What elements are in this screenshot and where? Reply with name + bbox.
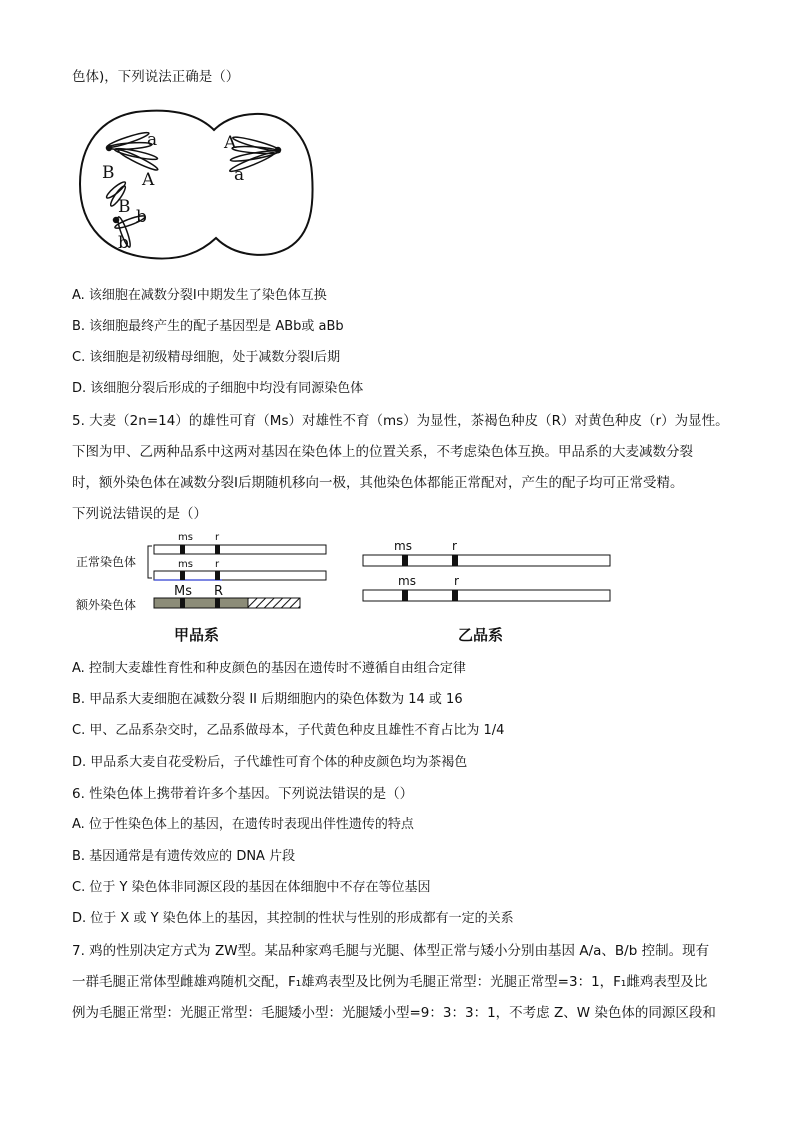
centromere [276, 148, 281, 153]
gene-r-label: r [454, 574, 459, 588]
gene-label: b [136, 207, 147, 227]
yi-chromosome-1 [363, 555, 610, 566]
ms-locus [180, 545, 185, 554]
label-normal-chromosome: 正常染色体 [76, 555, 137, 569]
q6-stem: 6. 性染色体上携带着许多个基因。下列说法错误的是（） [72, 786, 414, 802]
gene-ms-label: ms [178, 532, 193, 543]
gene-label: B [118, 197, 131, 217]
q7-stem-line: 一群毛腿正常体型雌雄鸡随机交配，F₁雄鸡表型及比例为毛腿正常型：光腿正常型=3：1，F₁雌鸡表型及比 [72, 974, 708, 990]
gene-ms-label: ms [398, 574, 416, 588]
q5-option-b: B. 甲品系大麦细胞在减数分裂 II 后期细胞内的染色体数为 14 或 16 [72, 692, 463, 707]
q4-stem-tail: 色体)，下列说法正确是（） [72, 69, 240, 85]
q4-option-d: D. 该细胞分裂后形成的子细胞中均没有同源染色体 [72, 381, 364, 396]
gene-r-label: r [215, 559, 220, 570]
gene-ms-label: ms [394, 539, 412, 553]
gene-label: A [142, 170, 155, 190]
q5-stem-line: 5. 大麦（2n=14）的雄性可育（Ms）对雄性不育（ms）为显性，茶褐色种皮（R）对黄色种皮（r）为显性。 [72, 413, 729, 429]
q5-chromosome-figure [72, 528, 632, 652]
q5-option-d: D. 甲品系大麦自花受粉后，子代雄性可育个体的种皮颜色均为茶褐色 [72, 755, 468, 770]
gene-label: a [234, 165, 245, 185]
gene-ms-label: ms [178, 559, 193, 570]
jia-chromosome-1 [154, 545, 326, 554]
jia-chromosome-2 [154, 571, 326, 580]
gene-label: B [102, 163, 115, 183]
q4-option-c: C. 该细胞是初级精母细胞，处于减数分裂Ⅰ后期 [72, 350, 341, 365]
gene-label: A [224, 133, 237, 153]
gene-label: b [118, 233, 129, 253]
r-locus [215, 571, 220, 580]
q6-option-b: B. 基因通常是有遗传效应的 DNA 片段 [72, 849, 296, 864]
gene-R-label: R [214, 584, 224, 599]
label-extra-chromosome: 额外染色体 [76, 598, 137, 612]
gene-r-label: r [215, 532, 220, 543]
q5-option-a: A. 控制大麦雄性育性和种皮颜色的基因在遗传时不遵循自由组合定律 [72, 661, 466, 676]
extra-chromosome-body [154, 598, 248, 608]
r-locus [215, 545, 220, 554]
Ms-locus [180, 598, 185, 608]
ms-locus [402, 590, 408, 601]
q4-cell-figure [76, 104, 316, 264]
q5-option-c: C. 甲、乙品系杂交时，乙品系做母本，子代黄色种皮且雄性不育占比为 1/4 [72, 723, 505, 738]
yi-chromosome-2 [363, 590, 610, 601]
q6-option-c: C. 位于 Y 染色体非同源区段的基因在体细胞中不存在等位基因 [72, 880, 431, 895]
q7-stem-line: 例为毛腿正常型：光腿正常型：毛腿矮小型：光腿矮小型=9：3：3：1，不考虑 Z、W 染色体的同源区段和 [72, 1005, 716, 1021]
gene-label: a [147, 130, 158, 150]
r-locus [452, 555, 458, 566]
caption-jia: 甲品系 [174, 626, 220, 644]
q5-stem-line: 时，额外染色体在减数分裂Ⅰ后期随机移向一极，其他染色体都能正常配对，产生的配子均可正常受精。 [72, 475, 684, 491]
r-locus [452, 590, 458, 601]
q6-option-a: A. 位于性染色体上的基因，在遗传时表现出伴性遗传的特点 [72, 817, 414, 832]
gene-r-label: r [452, 539, 457, 553]
extra-chromosome-hatched [248, 598, 300, 608]
q4-option-a: A. 该细胞在减数分裂Ⅰ中期发生了染色体互换 [72, 288, 327, 303]
centromere [114, 218, 119, 223]
q7-stem-line: 7. 鸡的性别决定方式为 ZW型。某品种家鸡毛腿与光腿、体型正常与矮小分别由基因 A/a、B/b 控制。现有 [72, 943, 710, 959]
ms-locus [180, 571, 185, 580]
caption-yi: 乙品系 [458, 626, 504, 644]
R-locus [215, 598, 220, 608]
q5-stem-line: 下图为甲、乙两种品系中这两对基因在染色体上的位置关系，不考虑染色体互换。甲品系的大麦减数分裂 [72, 444, 693, 460]
q4-option-b: B. 该细胞最终产生的配子基因型是 ABb或 aBb [72, 319, 344, 334]
centromere [107, 146, 112, 151]
q6-option-d: D. 位于 X 或 Y 染色体上的基因，其控制的性状与性别的形成都有一定的关系 [72, 911, 514, 926]
ms-locus [402, 555, 408, 566]
gene-Ms-label: Ms [174, 584, 192, 599]
cell-membrane [80, 111, 313, 259]
q5-stem-line: 下列说法错误的是（） [72, 506, 207, 522]
